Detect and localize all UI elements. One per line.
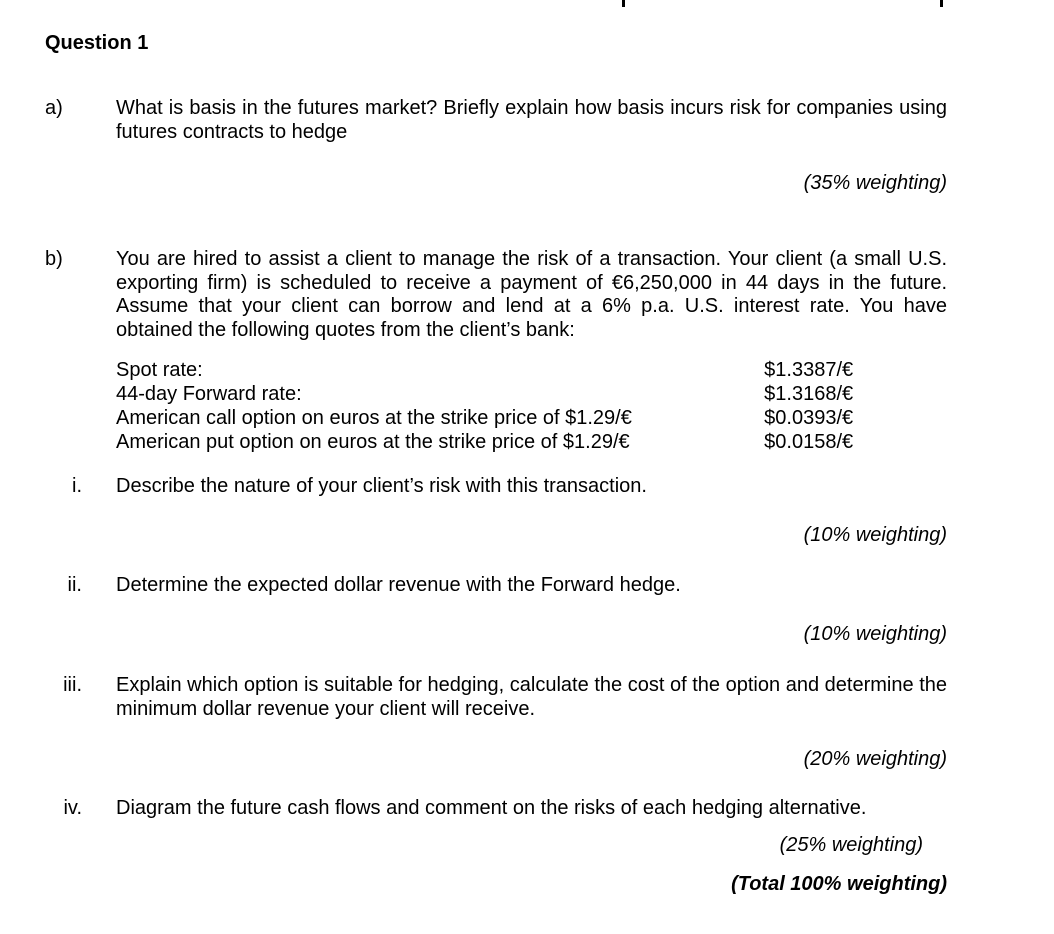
subpart-iv-label: iv. [63, 797, 82, 819]
subpart-iii-weighting: (20% weighting) [803, 748, 947, 770]
part-a-text: What is basis in the futures market? Briefly explain how basis incurs risk for companies using futures contracts to hedge [116, 97, 947, 143]
subpart-ii-label: ii. [67, 574, 82, 596]
part-a-label: a) [45, 97, 63, 119]
total-weighting: (Total 100% weighting) [731, 873, 947, 895]
quote-row [116, 431, 876, 455]
quote-label: Spot rate: [116, 359, 203, 381]
quote-row [116, 383, 876, 407]
subpart-i-text: Describe the nature of your client’s risk with this transaction. [116, 475, 647, 497]
subpart-iv-weighting: (25% weighting) [779, 834, 923, 856]
quote-value: $0.0393/€ [764, 407, 854, 429]
quote-value: $0.0158/€ [764, 431, 854, 453]
quotes-table [116, 359, 876, 455]
quote-row [116, 407, 876, 431]
quote-label: American call option on euros at the strike price of $1.29/€ [116, 407, 632, 429]
part-a-weighting: (35% weighting) [803, 172, 947, 194]
part-b-label: b) [45, 248, 63, 270]
subpart-i-label: i. [72, 475, 82, 497]
subpart-iii-label: iii. [63, 674, 82, 696]
subpart-iii-text: Explain which option is suitable for hedging, calculate the cost of the option and determine the minimum dollar revenue your client will receive. [116, 674, 947, 720]
quote-label: 44-day Forward rate: [116, 383, 302, 405]
subpart-iv-text: Diagram the future cash flows and comment on the risks of each hedging alternative. [116, 797, 867, 819]
quote-row [116, 359, 876, 383]
page-edge-mark-left [622, 0, 625, 7]
subpart-ii-text: Determine the expected dollar revenue with the Forward hedge. [116, 574, 681, 596]
quote-label: American put option on euros at the strike price of $1.29/€ [116, 431, 630, 453]
quote-value: $1.3387/€ [764, 359, 854, 381]
quote-value: $1.3168/€ [764, 383, 854, 405]
page-edge-mark-right [940, 0, 943, 7]
subpart-i-weighting: (10% weighting) [803, 524, 947, 546]
part-b-text: You are hired to assist a client to manage the risk of a transaction. Your client (a small U.S. exporting firm) is scheduled to receive a payment of €6,250,000 in 44 days in the future. Assume that your client can borrow and lend at a 6% p.a. U.S. interest rate. You have obtained the following quotes from the client’s bank: [116, 248, 947, 341]
subpart-ii-weighting: (10% weighting) [803, 623, 947, 645]
question-title: Question 1 [45, 32, 149, 54]
